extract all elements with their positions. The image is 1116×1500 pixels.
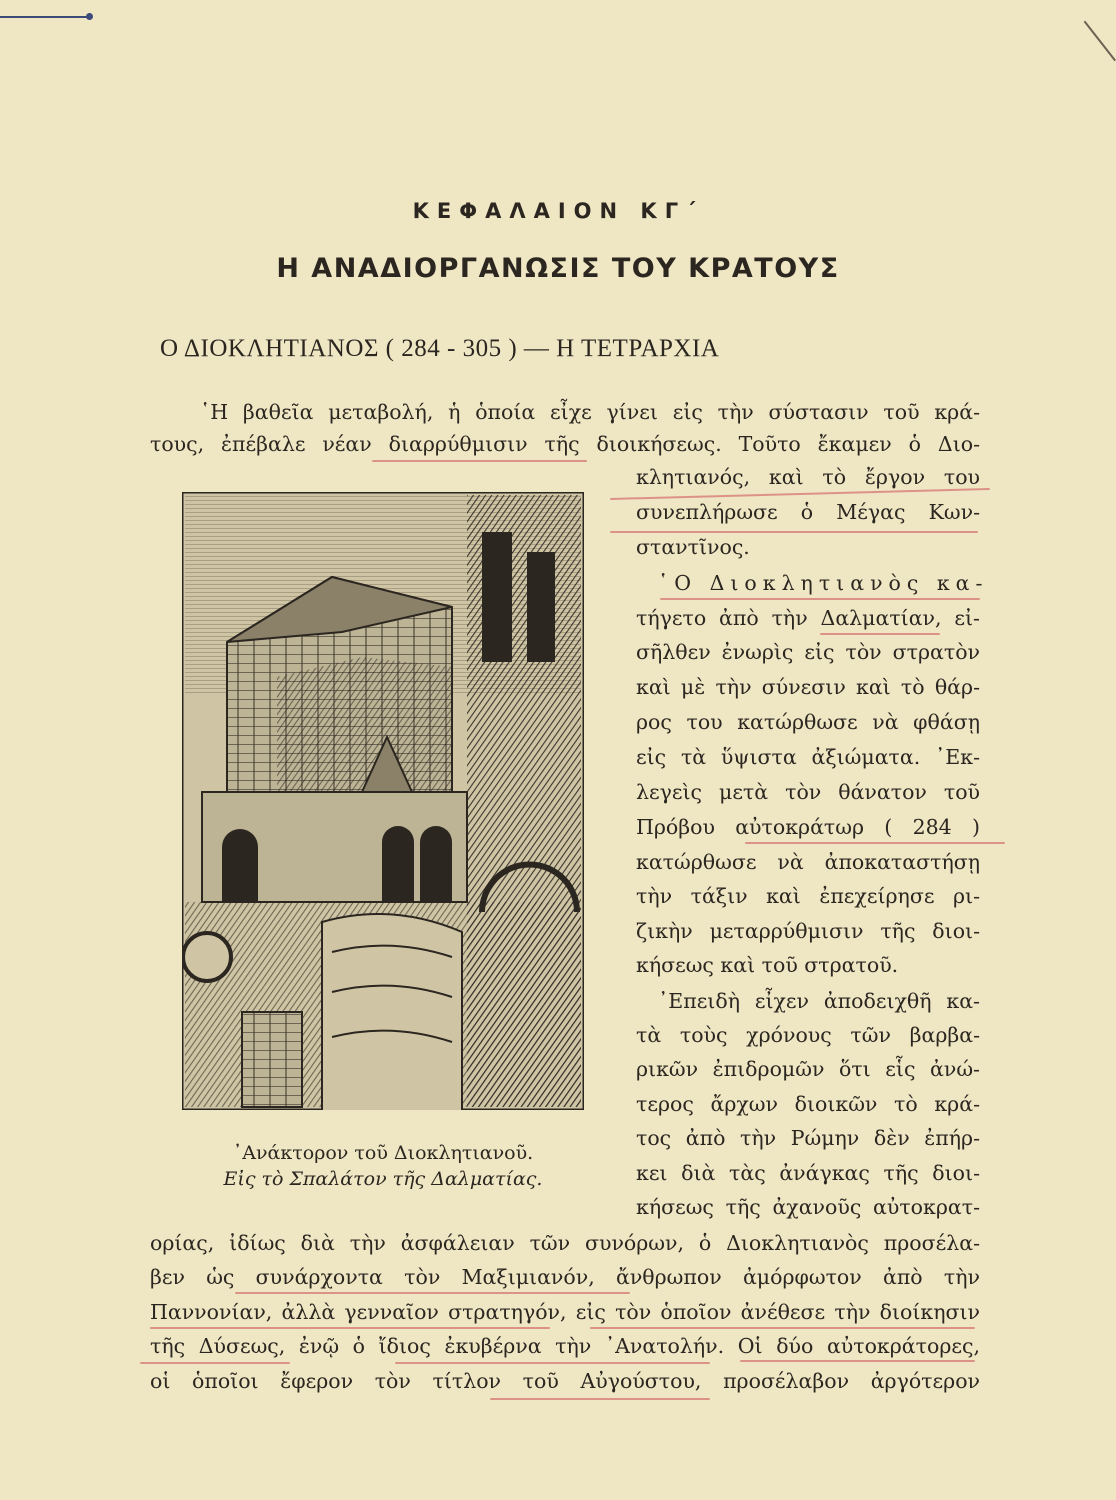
figure-caption-location: Εἰς τὸ Σπαλάτον τῆς Δαλματίας. [223,1168,543,1190]
text-line: ᾿Επειδὴ εἶχεν ἀποδειχθῆ κα- [658,989,980,1013]
chapter-label: ΚΕΦΑΛΑΙΟΝ ΚΓ΄ [412,199,704,223]
text-line: κήσεως καὶ τοῦ στρατοῦ. [636,953,899,977]
text-line: ῾Ο Διοκλητιανὸς κα- [658,571,989,595]
text-line: κει διὰ τὰς ἀνάγκας τῆς διοι- [636,1161,980,1185]
palace-illustration [182,492,584,1110]
text-line: τους, ἐπέβαλε νέαν διαρρύθμισιν τῆς διοικήσεως. Τοῦτο ἔκαμεν ὁ Διο- [150,432,980,456]
text-line: σῆλθεν ἐνωρὶς εἰς τὸν στρατὸν [636,640,980,664]
section-heading: Ο ΔΙΟΚΛΗΤΙΑΝΟΣ ( 284 - 305 ) — Η ΤΕΤΡΑΡΧΙΑ [160,335,720,362]
page-edge-mark [0,16,92,18]
corner-crease [1084,21,1116,62]
text-line: τήγετο ἀπὸ τὴν Δαλματίαν, εἰ- [636,606,980,630]
pencil-underline [235,1292,630,1294]
page-edge-dot [86,13,93,20]
text-line: τῆς Δύσεως, ἐνῷ ὁ ἴδιος ἐκυβέρνα τὴν ᾿Ανατολήν. Οἱ δύο αὐτοκράτορες, [150,1334,980,1358]
text-line: κατώρθωσε νὰ ἀποκαταστήσῃ [636,850,980,874]
pencil-underline [372,460,587,462]
pencil-underline [660,598,980,600]
pencil-underline [395,1362,710,1364]
text-line: καὶ μὲ τὴν σύνεσιν καὶ τὸ θάρ- [636,675,980,699]
text-line: ρικῶν ἐπιδρομῶν ὅτι εἷς ἀνώ- [636,1057,980,1081]
text-line: Παννονίαν, ἀλλὰ γενναῖον στρατηγόν, εἰς τὸν ὁποῖον ἀνέθεσε τὴν διοίκησιν [150,1300,980,1324]
text-line: ρος του κατώρθωσε νὰ φθάσῃ [636,710,980,734]
figure-caption-title: ᾿Ανάκτορον τοῦ Διοκλητιανοῦ. [232,1142,534,1164]
chapter-title: Η ΑΝΑΔΙΟΡΓΑΝΩΣΙΣ ΤΟΥ ΚΡΑΤΟΥΣ [276,253,840,284]
text-line: σταντῖνος. [636,535,750,559]
engraving-drawing [182,492,584,1110]
text-line: ορίας, ἰδίως διὰ τὴν ἀσφάλειαν τῶν συνόρων, ὁ Διοκλητιανὸς προσέλα- [150,1231,980,1255]
text-line: οἱ ὁποῖοι ἔφερον τὸν τίτλον τοῦ Αὐγούστου, προσέλαβον ἀργότερον [150,1369,980,1393]
pencil-underline [610,531,978,533]
text-line: συνεπλήρωσε ὁ Μέγας Κων- [636,500,980,524]
pencil-underline [740,1360,975,1362]
text-line: λεγεὶς μετὰ τὸν θάνατον τοῦ [636,780,980,804]
text-line: εἰς τὰ ὕψιστα ἀξιώματα. ᾿Εκ- [636,745,980,769]
text-line: τὴν τάξιν καὶ ἐπεχείρησε ρι- [636,884,980,908]
pencil-underline [140,1362,290,1364]
text-line: ῾Η βαθεῖα μεταβολή, ἡ ὁποία εἶχε γίνει εἰς τὴν σύστασιν τοῦ κρά- [200,400,980,424]
text-line: κλητιανός, καὶ τὸ ἔργον του [636,465,980,489]
pencil-underline [150,1327,550,1329]
text-line: τερος ἄρχων διοικῶν τὸ κρά- [636,1092,980,1116]
text-line: βεν ὡς συνάρχοντα τὸν Μαξιμιανόν, ἄνθρωπον ἀμόρφωτον ἀπὸ τὴν [150,1265,980,1289]
pencil-underline [490,1398,710,1400]
text-line: ζικὴν μεταρρύθμισιν τῆς διοι- [636,919,980,943]
pencil-underline [820,633,940,635]
text-line: τος ἀπὸ τὴν Ρώμην δὲν ἐπήρ- [636,1126,980,1150]
text-line: τὰ τοὺς χρόνους τῶν βαρβα- [636,1023,980,1047]
text-line: κήσεως τῆς ἀχανοῦς αὐτοκρατ- [636,1195,980,1219]
pencil-underline [745,842,1005,844]
pencil-underline [590,1327,975,1329]
text-line: Πρόβου αὐτοκράτωρ ( 284 ) [636,815,980,839]
